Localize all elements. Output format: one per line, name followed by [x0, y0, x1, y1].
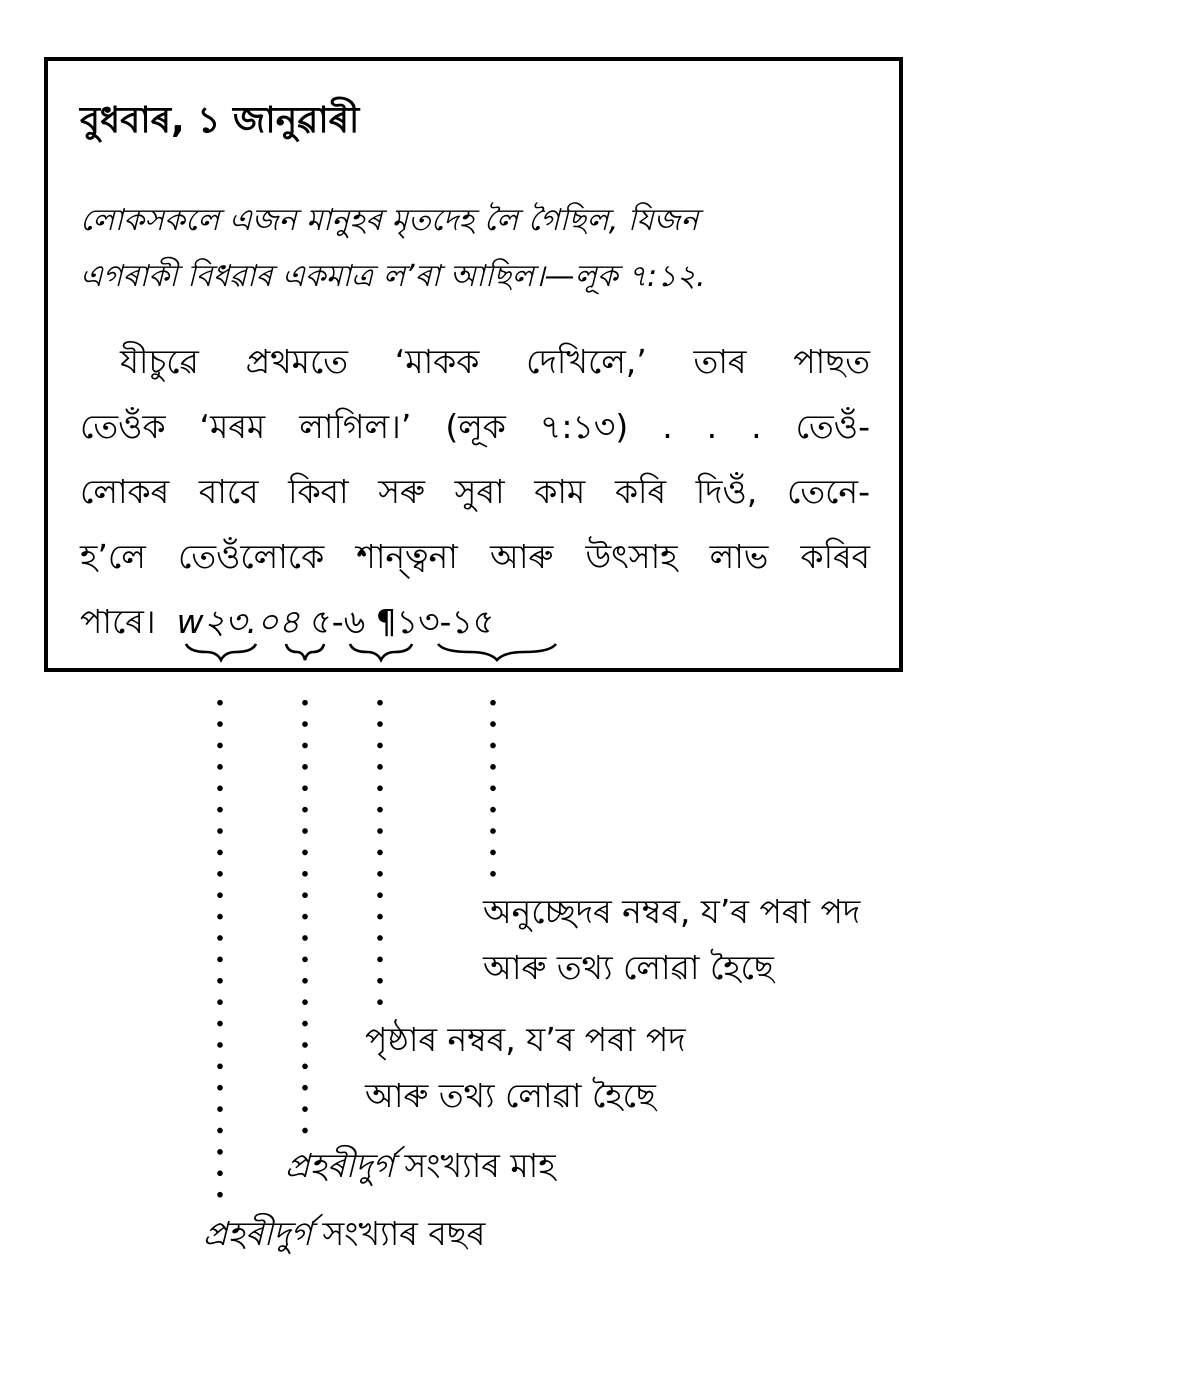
citation-year: w২৩ [176, 602, 247, 641]
dotted-leader-pages [377, 692, 383, 1013]
body-line: হ’লে তেওঁলোকে শান্ত্বনা আৰু উৎসাহ লাভ কৰিব [80, 537, 870, 576]
dotted-leader-month [302, 692, 308, 1142]
verse-line: এগৰাকী বিধৱাৰ একমাত্ৰ ল’ৰা আছিল।—লূক ৭:১২. [80, 259, 706, 294]
citation-month: .০৪ [246, 602, 300, 641]
brace-paragraphs-icon [436, 640, 558, 664]
dotted-leader-year [217, 692, 223, 1206]
label-line: আৰু তথ্য লোৱা হৈছে [483, 948, 774, 987]
issue-month-label [285, 1138, 556, 1194]
verse-line: লোকসকলে এজন মানুহৰ মৃতদেহ লৈ গৈছিল, যিজন [80, 203, 699, 238]
body-line: যীচুৱে প্ৰথমতে ‘মাকক দেখিলে,’ তাৰ পাছত [120, 342, 870, 381]
citation-pages: ৫-৬ [310, 602, 366, 641]
label-line: আৰু তথ্য লোৱা হৈছে [365, 1076, 656, 1115]
label-text: সংখ্যাৰ বছৰ [311, 1214, 486, 1253]
citation-paragraphs: ¶১৩-১৫ [375, 602, 495, 641]
label-text: সংখ্যাৰ মাহ [393, 1146, 556, 1185]
label-line: পৃষ্ঠাৰ নম্বৰ, য’ৰ পৰা পদ [365, 1020, 686, 1059]
brace-year-icon [184, 640, 258, 664]
body-line-prefix: পাৰে। [80, 602, 156, 641]
publication-name: প্ৰহৰীদুৰ্গ [285, 1146, 394, 1185]
body-line: লোকৰ বাবে কিবা সৰু সুৰা কাম কৰি দিওঁ, তেনে- [80, 472, 870, 511]
dotted-leader-paragraphs [490, 692, 496, 885]
issue-year-label [203, 1206, 485, 1262]
publication-name: প্ৰহৰীদুৰ্গ [203, 1214, 312, 1253]
paragraph-number-label [483, 884, 860, 996]
page-number-label [365, 1012, 686, 1124]
brace-month-icon [284, 640, 326, 664]
daily-text-card [44, 57, 903, 672]
comment-paragraph [80, 329, 870, 654]
label-line: অনুচ্ছেদৰ নম্বৰ, য’ৰ পৰা পদ [483, 892, 861, 931]
body-line: তেওঁক ‘মৰম লাগিল।’ (লূক ৭:১৩) . . . তেওঁ- [80, 407, 870, 446]
theme-verse [80, 193, 870, 305]
date-heading: বুধবাৰ, ১ জানুৱাৰী [80, 100, 360, 141]
brace-pages-icon [348, 640, 414, 664]
